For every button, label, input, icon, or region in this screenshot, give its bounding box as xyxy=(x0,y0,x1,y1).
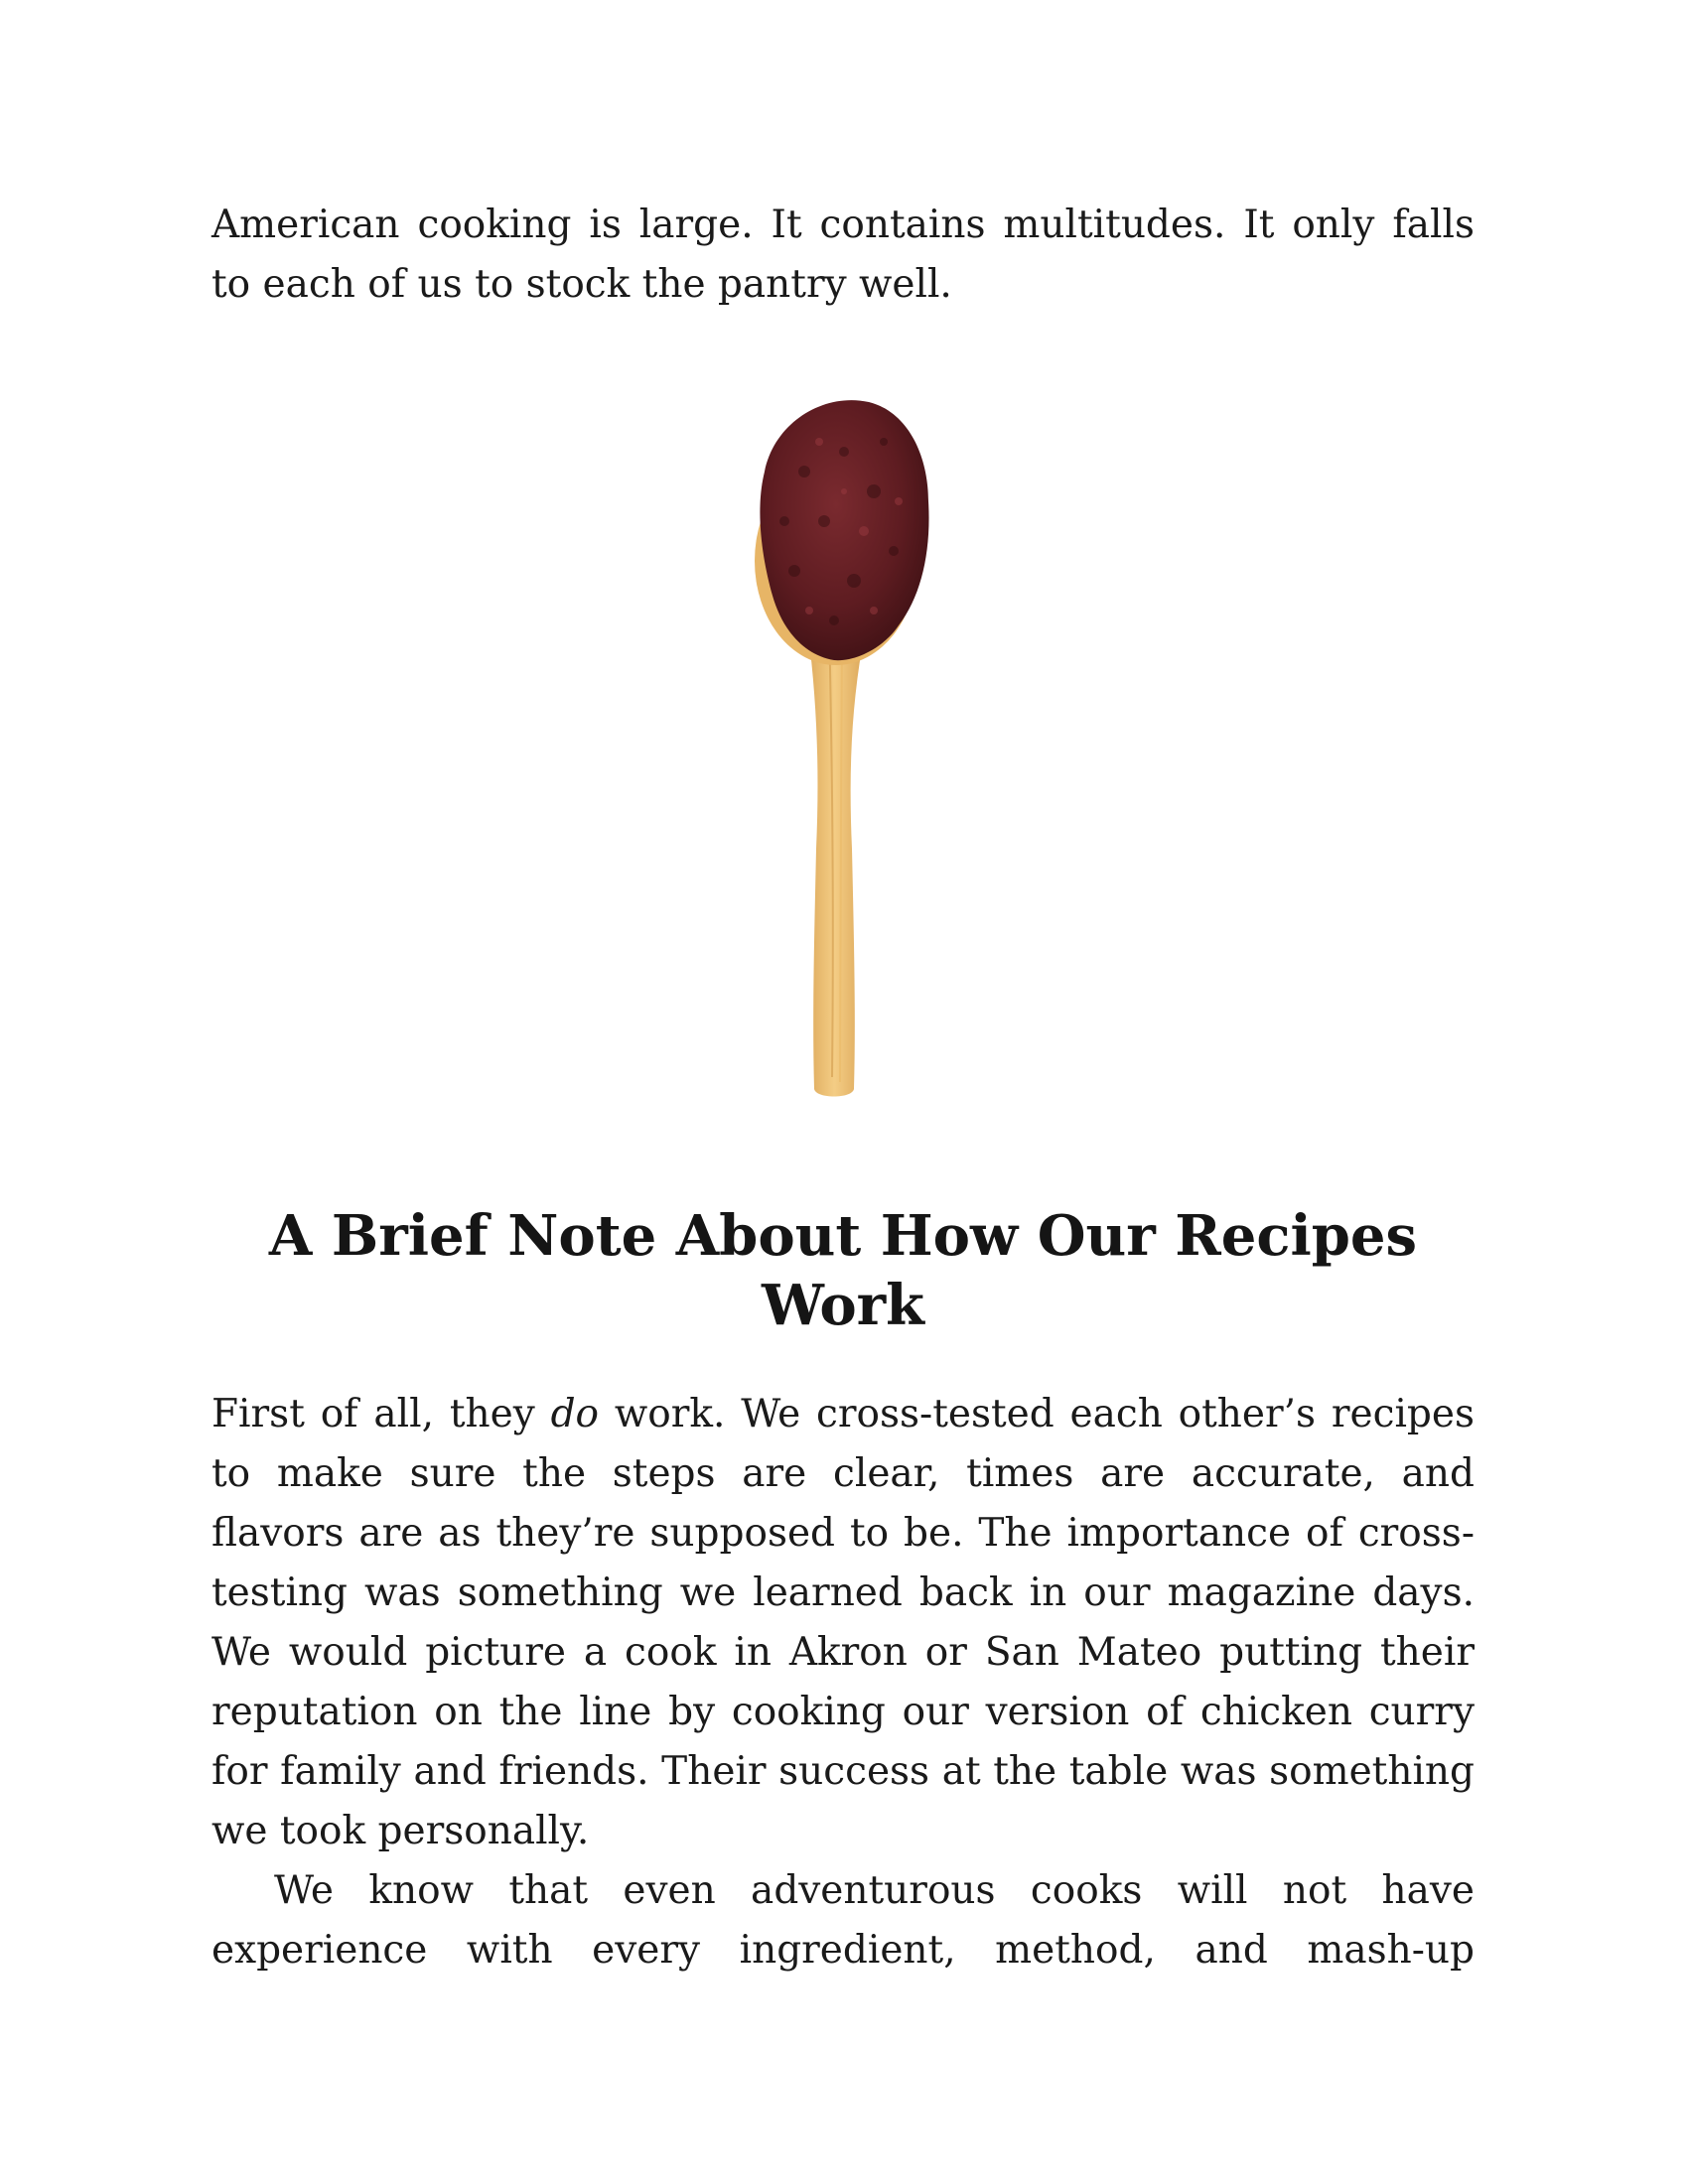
section-body xyxy=(211,1385,1475,1980)
paragraph-1-start: First of all, they xyxy=(211,1392,551,1436)
intro-paragraph: American cooking is large. It contains multitudes. It only falls to each of us to stock the pantry well. xyxy=(211,203,1475,307)
paragraph-1 xyxy=(211,1385,1475,1861)
wooden-spoon-with-chili-paste-image xyxy=(725,382,953,1102)
paragraph-1-rest: work. We cross-tested each other’s recipes to make sure the steps are clear, times are accurate, and flavors are as they’re supposed to be. The importance of cross-testing was something we learned back in our magazine days. We would picture a cook in Akron or San Mateo putting their reputation on the line by cooking our version of chicken curry for family and friends. Their success at the table was something we took personally. xyxy=(211,1392,1475,1853)
paragraph-1-emphasis: do xyxy=(550,1392,600,1436)
paragraph-2: We know that even adventurous cooks will not have experience with every ingredient, method, and mash-up xyxy=(211,1868,1475,1973)
section-heading: A Brief Note About How Our Recipes Work xyxy=(268,1203,1418,1338)
